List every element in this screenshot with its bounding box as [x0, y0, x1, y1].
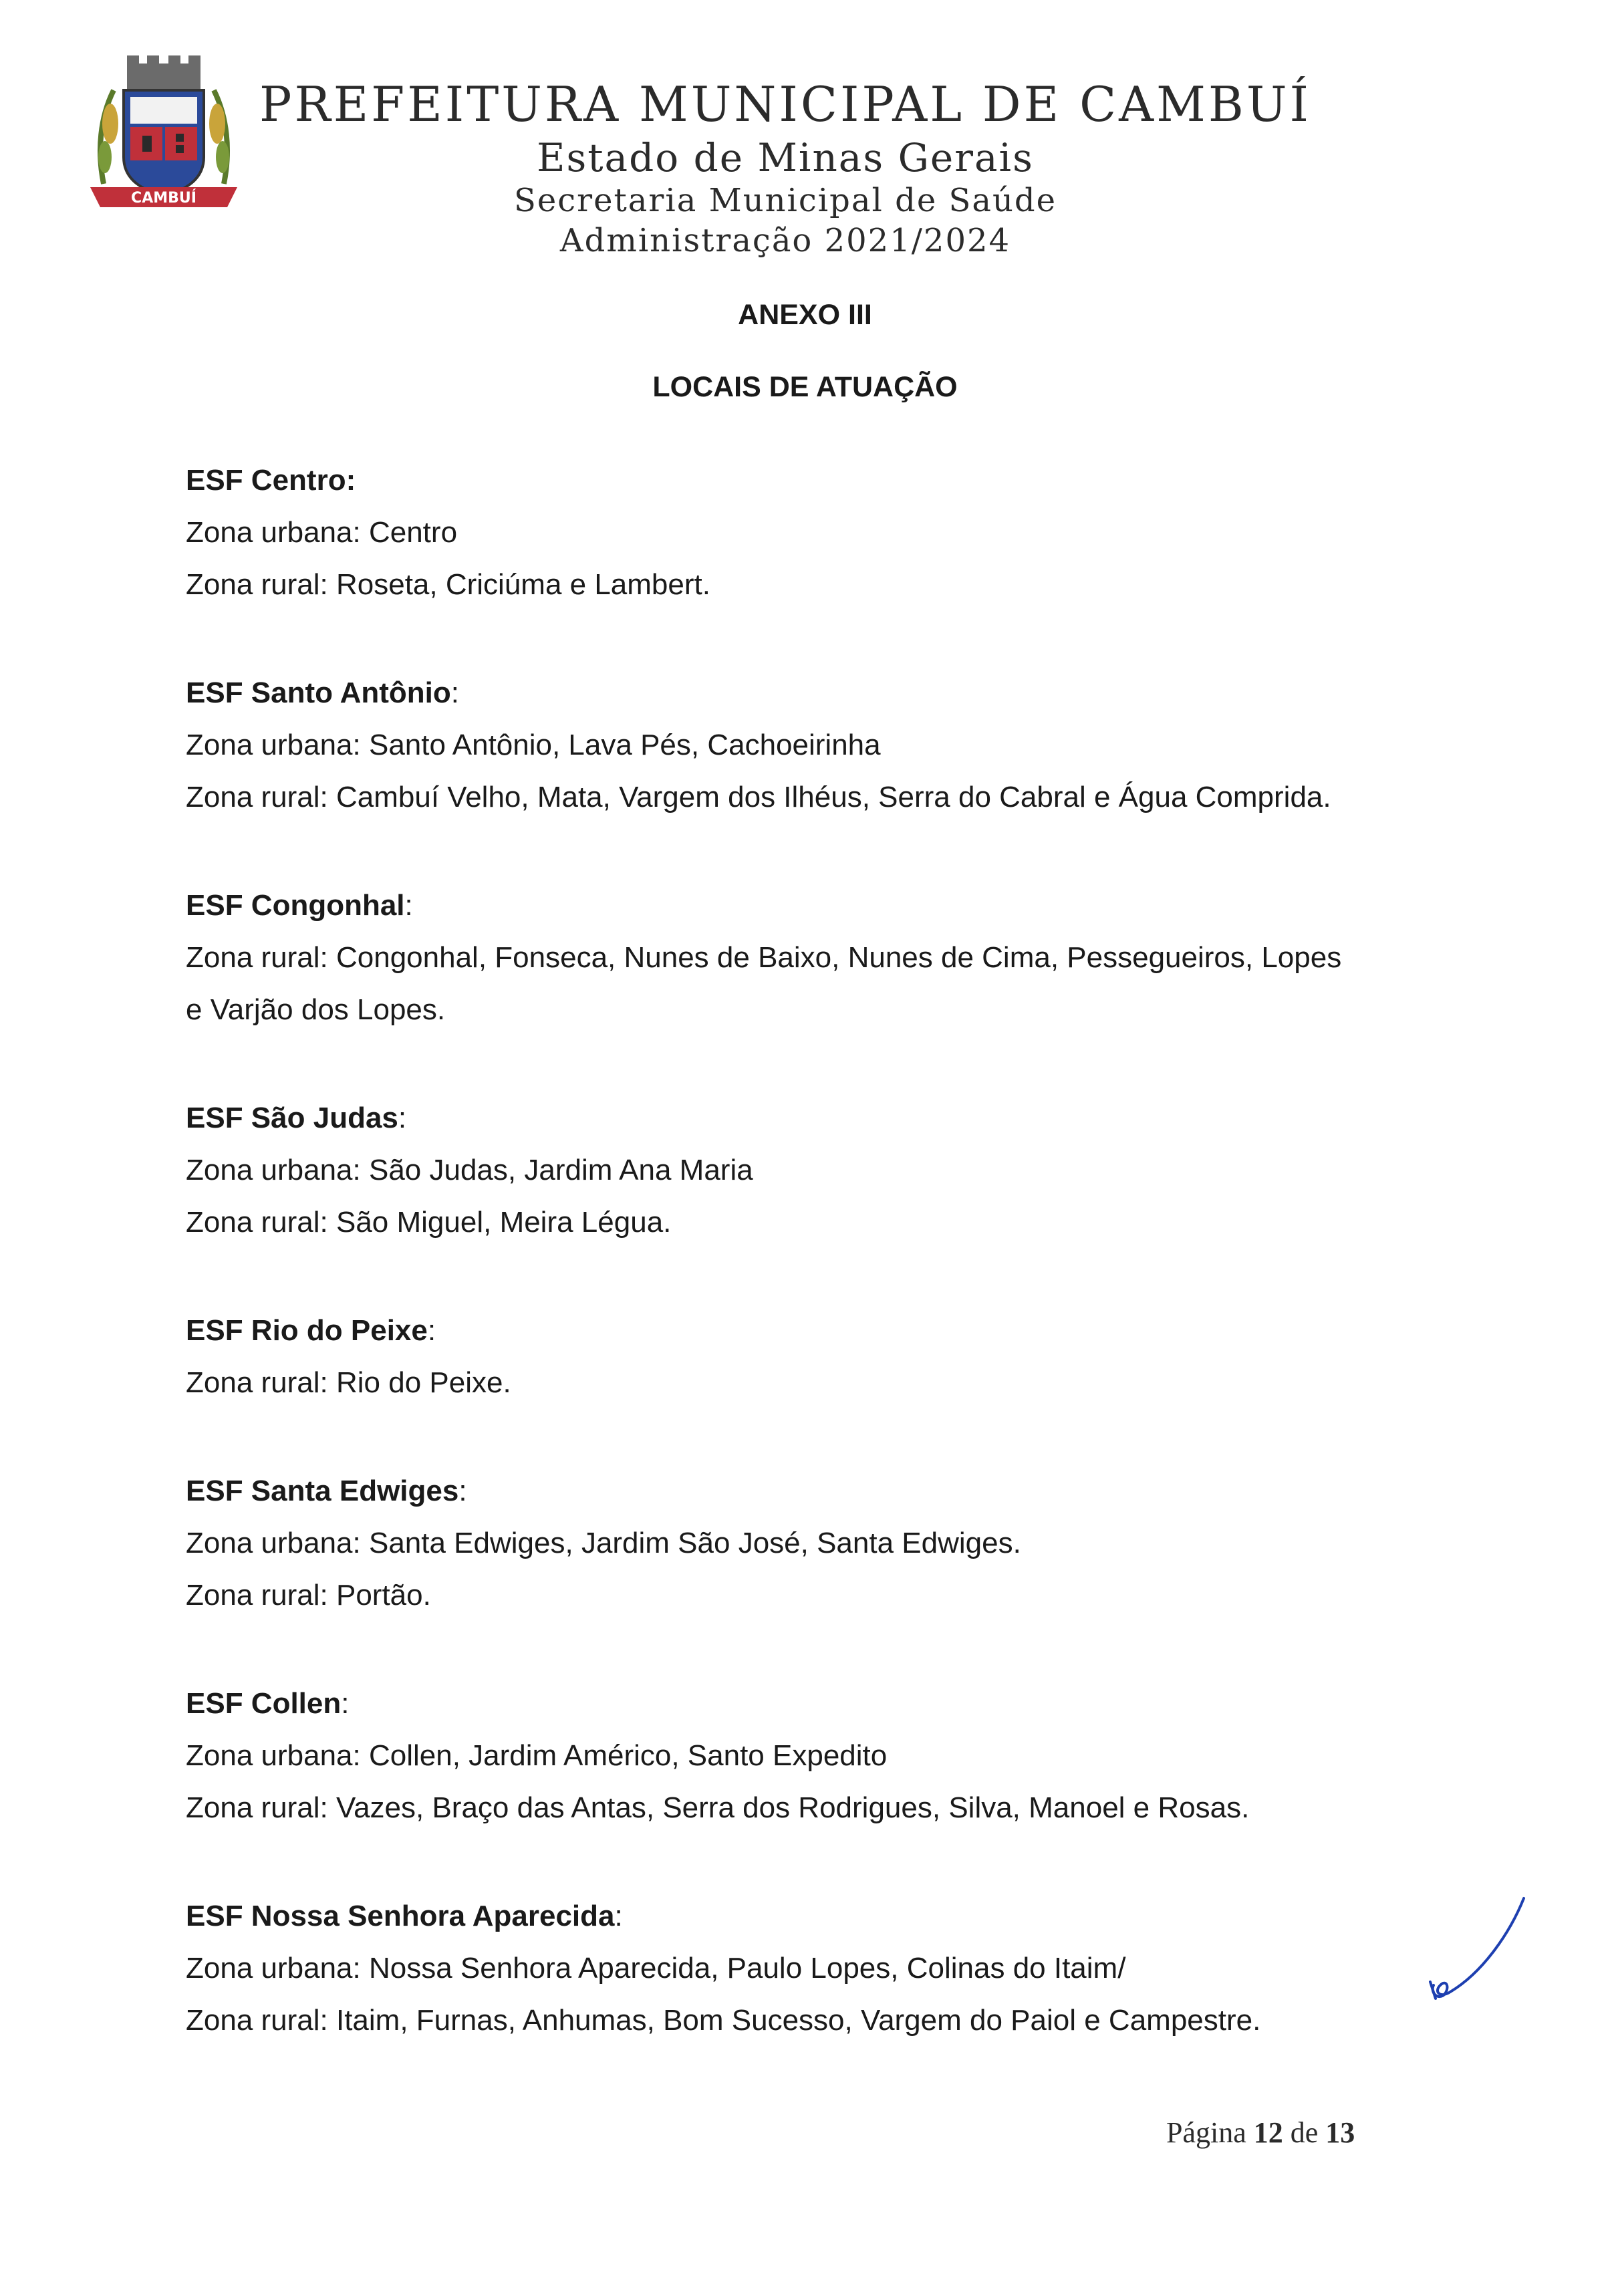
zone-line: Zona rural: Itaim, Furnas, Anhumas, Bom Sucesso, Vargem do Paiol e Campestre.: [186, 2004, 1261, 2037]
esf-name-colon: :: [404, 889, 413, 922]
esf-section-title: [186, 1305, 1456, 1357]
zone-line: Zona urbana: Collen, Jardim Américo, Santo Expedito: [186, 1739, 888, 1772]
zone-line: Zona rural: Vazes, Braço das Antas, Serra dos Rodrigues, Silva, Manoel e Rosas.: [186, 1791, 1250, 1824]
zone-line: Zona urbana: Santo Antônio, Lava Pés, Cachoeirinha: [186, 729, 881, 761]
esf-section-title: [186, 1890, 1456, 1942]
esf-section-title: [186, 880, 1456, 932]
zone-line: Zona urbana: Santa Edwiges, Jardim São José, Santa Edwiges.: [186, 1527, 1021, 1559]
esf-section-title: [186, 1092, 1456, 1144]
esf-name: ESF Centro: [186, 464, 346, 497]
header-state: Estado de Minas Gerais: [537, 135, 1034, 180]
esf-section-title: [186, 1465, 1456, 1517]
footer-total-pages: 13: [1325, 2116, 1355, 2149]
esf-section: [186, 1305, 1456, 1409]
esf-section: [186, 1465, 1456, 1622]
esf-name: ESF São Judas: [186, 1102, 398, 1134]
footer-current-page: 12: [1253, 2116, 1283, 2149]
zone-line: Zona rural: Portão.: [186, 1579, 431, 1612]
zone-line: Zona rural: São Miguel, Meira Légua.: [186, 1206, 672, 1239]
esf-section: [186, 1890, 1456, 2047]
esf-name-colon: :: [458, 1475, 467, 1507]
esf-name: ESF Rio do Peixe: [186, 1314, 428, 1347]
page-footer: [1166, 2116, 1355, 2150]
handwritten-initials: [1410, 1892, 1537, 2012]
annex-title: ANEXO III: [738, 299, 872, 331]
header-administration: Administração 2021/2024: [559, 222, 1011, 259]
zone-line: Zona urbana: Centro: [186, 516, 458, 549]
esf-name-colon: :: [614, 1900, 623, 1932]
annex-subtitle: LOCAIS DE ATUAÇÃO: [652, 371, 958, 403]
zone-line: Zona rural: Cambuí Velho, Mata, Vargem dos Ilhéus, Serra do Cabral e Água Comprida.: [186, 781, 1331, 813]
esf-name: ESF Nossa Senhora Aparecida: [186, 1900, 615, 1932]
esf-name-colon: :: [341, 1687, 350, 1720]
esf-section: [186, 1092, 1456, 1249]
zone-line: Zona rural: Congonhal, Fonseca, Nunes de Baixo, Nunes de Cima, Pessegueiros, Lopes: [186, 941, 1342, 974]
locations-list: [186, 455, 1456, 2103]
zone-line: Zona rural: Rio do Peixe.: [186, 1366, 511, 1399]
esf-name: ESF Collen: [186, 1687, 342, 1720]
esf-section-title: [186, 1678, 1456, 1730]
esf-name-colon: :: [398, 1102, 407, 1134]
document-header: [200, 74, 1370, 261]
footer-page-word: Página: [1166, 2116, 1246, 2149]
zone-line: Zona urbana: São Judas, Jardim Ana Maria: [186, 1154, 753, 1186]
esf-name: ESF Congonhal: [186, 889, 405, 922]
zone-line: Zona urbana: Nossa Senhora Aparecida, Paulo Lopes, Colinas do Itaim/: [186, 1952, 1126, 1985]
esf-section: [186, 667, 1456, 823]
esf-section: [186, 1678, 1456, 1834]
header-secretariat: Secretaria Municipal de Saúde: [513, 182, 1057, 219]
esf-name-colon: :: [450, 676, 460, 709]
esf-name: ESF Santo Antônio: [186, 676, 451, 709]
esf-name-colon: :: [427, 1314, 436, 1347]
zone-line: e Varjão dos Lopes.: [186, 993, 446, 1026]
header-title: PREFEITURA MUNICIPAL DE CAMBUÍ: [259, 76, 1311, 132]
zone-line: Zona rural: Roseta, Criciúma e Lambert.: [186, 568, 710, 601]
esf-section: [186, 880, 1456, 1036]
footer-of-word: de: [1290, 2116, 1319, 2149]
crest-ribbon-text: CAMBUÍ: [131, 190, 196, 207]
esf-section-title: [186, 667, 1456, 719]
esf-name: ESF Santa Edwiges: [186, 1475, 459, 1507]
esf-section: [186, 455, 1456, 611]
esf-name-colon: :: [346, 464, 356, 497]
esf-section-title: [186, 455, 1456, 507]
